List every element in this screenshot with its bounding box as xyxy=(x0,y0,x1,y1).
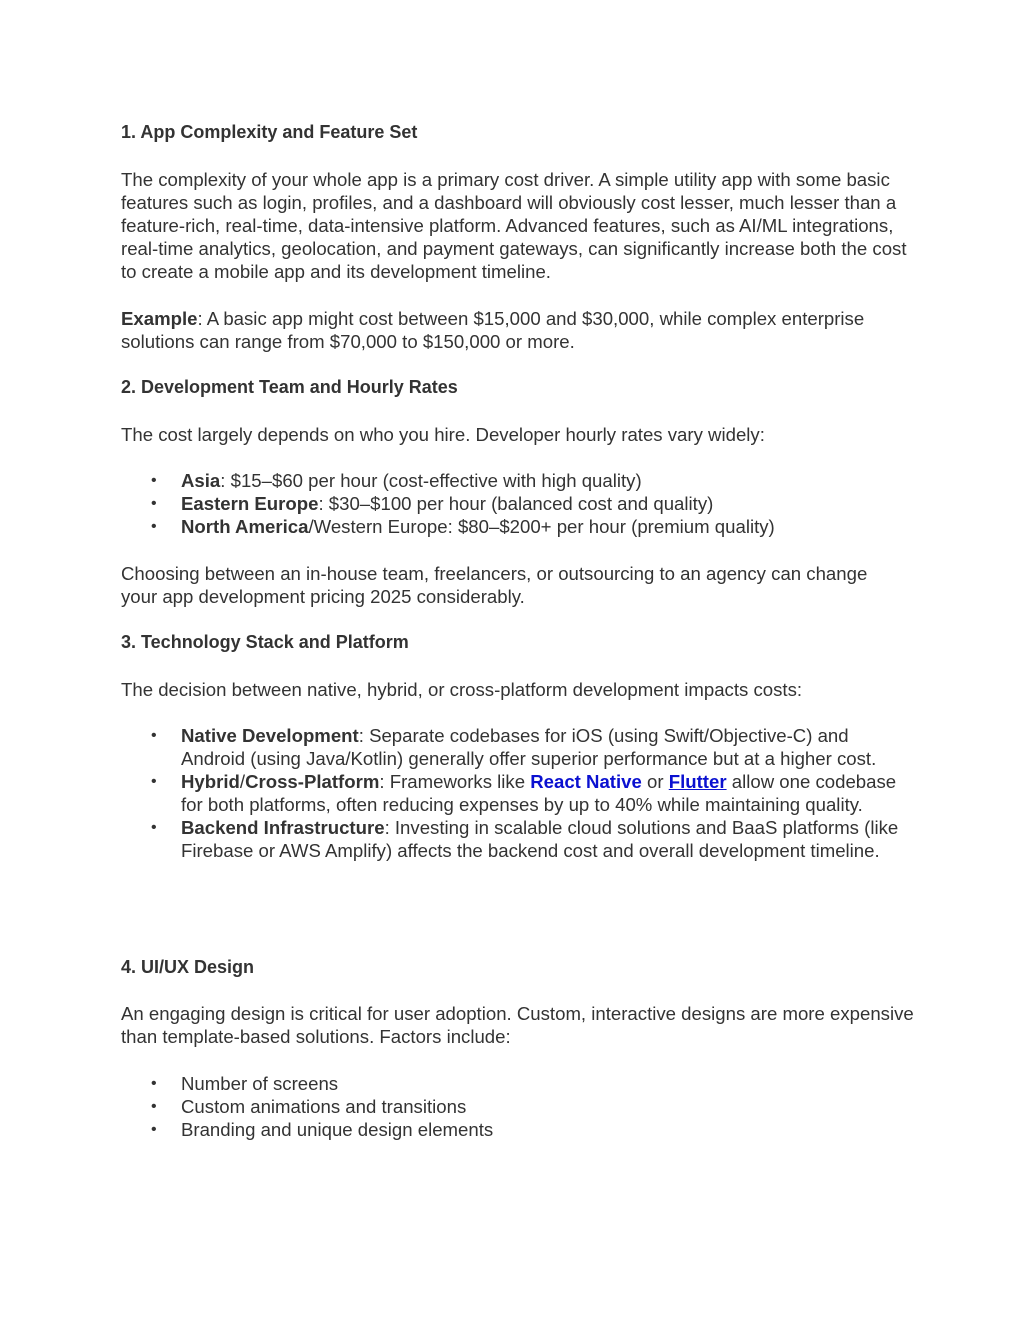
section-4-intro: An engaging design is critical for user adoption. Custom, interactive designs are more expensive than template-based solutions. Factors include: xyxy=(121,1003,914,1047)
section-2-heading: 2. Development Team and Hourly Rates xyxy=(121,377,458,397)
list-item-text: : $15–$60 per hour (cost-effective with high quality) xyxy=(220,470,642,491)
list-item: • Custom animations and transitions xyxy=(121,1095,921,1118)
list-item xyxy=(121,515,921,538)
list-item-bold: Backend Infrastructure xyxy=(181,817,385,838)
list-item xyxy=(121,816,916,862)
list-item-text: /Western Europe: $80–$200+ per hour (premium quality) xyxy=(308,516,775,537)
list-item-text: : Separate codebases for iOS (using Swift/Objective-C) and Android (using Java/Kotlin) generally offer superior performance but at a higher cost. xyxy=(181,725,877,769)
design-factors-list xyxy=(121,1072,921,1141)
list-item xyxy=(121,492,921,515)
list-item-bold: North America xyxy=(181,516,309,537)
tech-stack-list xyxy=(121,724,916,862)
example-label: Example xyxy=(121,308,198,329)
section-1-heading: 1. App Complexity and Feature Set xyxy=(121,122,418,142)
section-2-intro: The cost largely depends on who you hire. Developer hourly rates vary widely: xyxy=(121,424,765,445)
flutter-link[interactable]: Flutter xyxy=(668,771,727,792)
list-item-text: or xyxy=(641,771,669,792)
list-item: • Branding and unique design elements xyxy=(121,1118,921,1141)
list-item-text: : $30–$100 per hour (balanced cost and quality) xyxy=(318,493,714,514)
section-3-intro: The decision between native, hybrid, or cross-platform development impacts costs: xyxy=(121,679,803,700)
list-item-text: : Frameworks like xyxy=(379,771,531,792)
list-item xyxy=(121,724,916,770)
section-2-outro: Choosing between an in-house team, freelancers, or outsourcing to an agency can change your app development pricing 2025 considerably. xyxy=(121,563,868,607)
list-item-bold: Cross-Platform xyxy=(245,771,380,792)
example-paragraph xyxy=(121,307,881,353)
list-item xyxy=(121,770,916,816)
hourly-rates-list xyxy=(121,469,921,538)
section-1-paragraph: The complexity of your whole app is a primary cost driver. A simple utility app with some basic features such as login, profiles, and a dashboard will obviously cost lesser, much lesser than a feature-rich, real-time, data-intensive platform. Advanced features, such as AI/ML integrations, real-time analytics, geolocation, and payment gateways, can significantly increase both the cost to create a mobile app and its development timeline. xyxy=(121,169,907,282)
list-item: • Number of screens xyxy=(121,1072,921,1095)
section-4-heading: 4. UI/UX Design xyxy=(121,957,255,977)
list-item-text: allow one codebase for both platforms, often reducing expenses by up to 40% while maintaining quality. xyxy=(181,771,897,815)
example-text: : A basic app might cost between $15,000 and $30,000, while complex enterprise solutions can range from $70,000 to $150,000 or more. xyxy=(121,308,865,352)
list-item-bold: Hybrid xyxy=(181,771,240,792)
list-item-bold: Native Development xyxy=(181,725,359,746)
list-item-bold: Eastern Europe xyxy=(181,493,319,514)
react-native-link[interactable]: React Native xyxy=(530,771,642,792)
slash-text: / xyxy=(239,771,246,792)
list-item-bold: Asia xyxy=(181,470,221,491)
list-item-text: : Investing in scalable cloud solutions and BaaS platforms (like Firebase or AWS Amplify) affects the backend cost and overall development timeline. xyxy=(181,817,899,861)
section-3-heading: 3. Technology Stack and Platform xyxy=(121,632,409,652)
list-item xyxy=(121,469,921,492)
